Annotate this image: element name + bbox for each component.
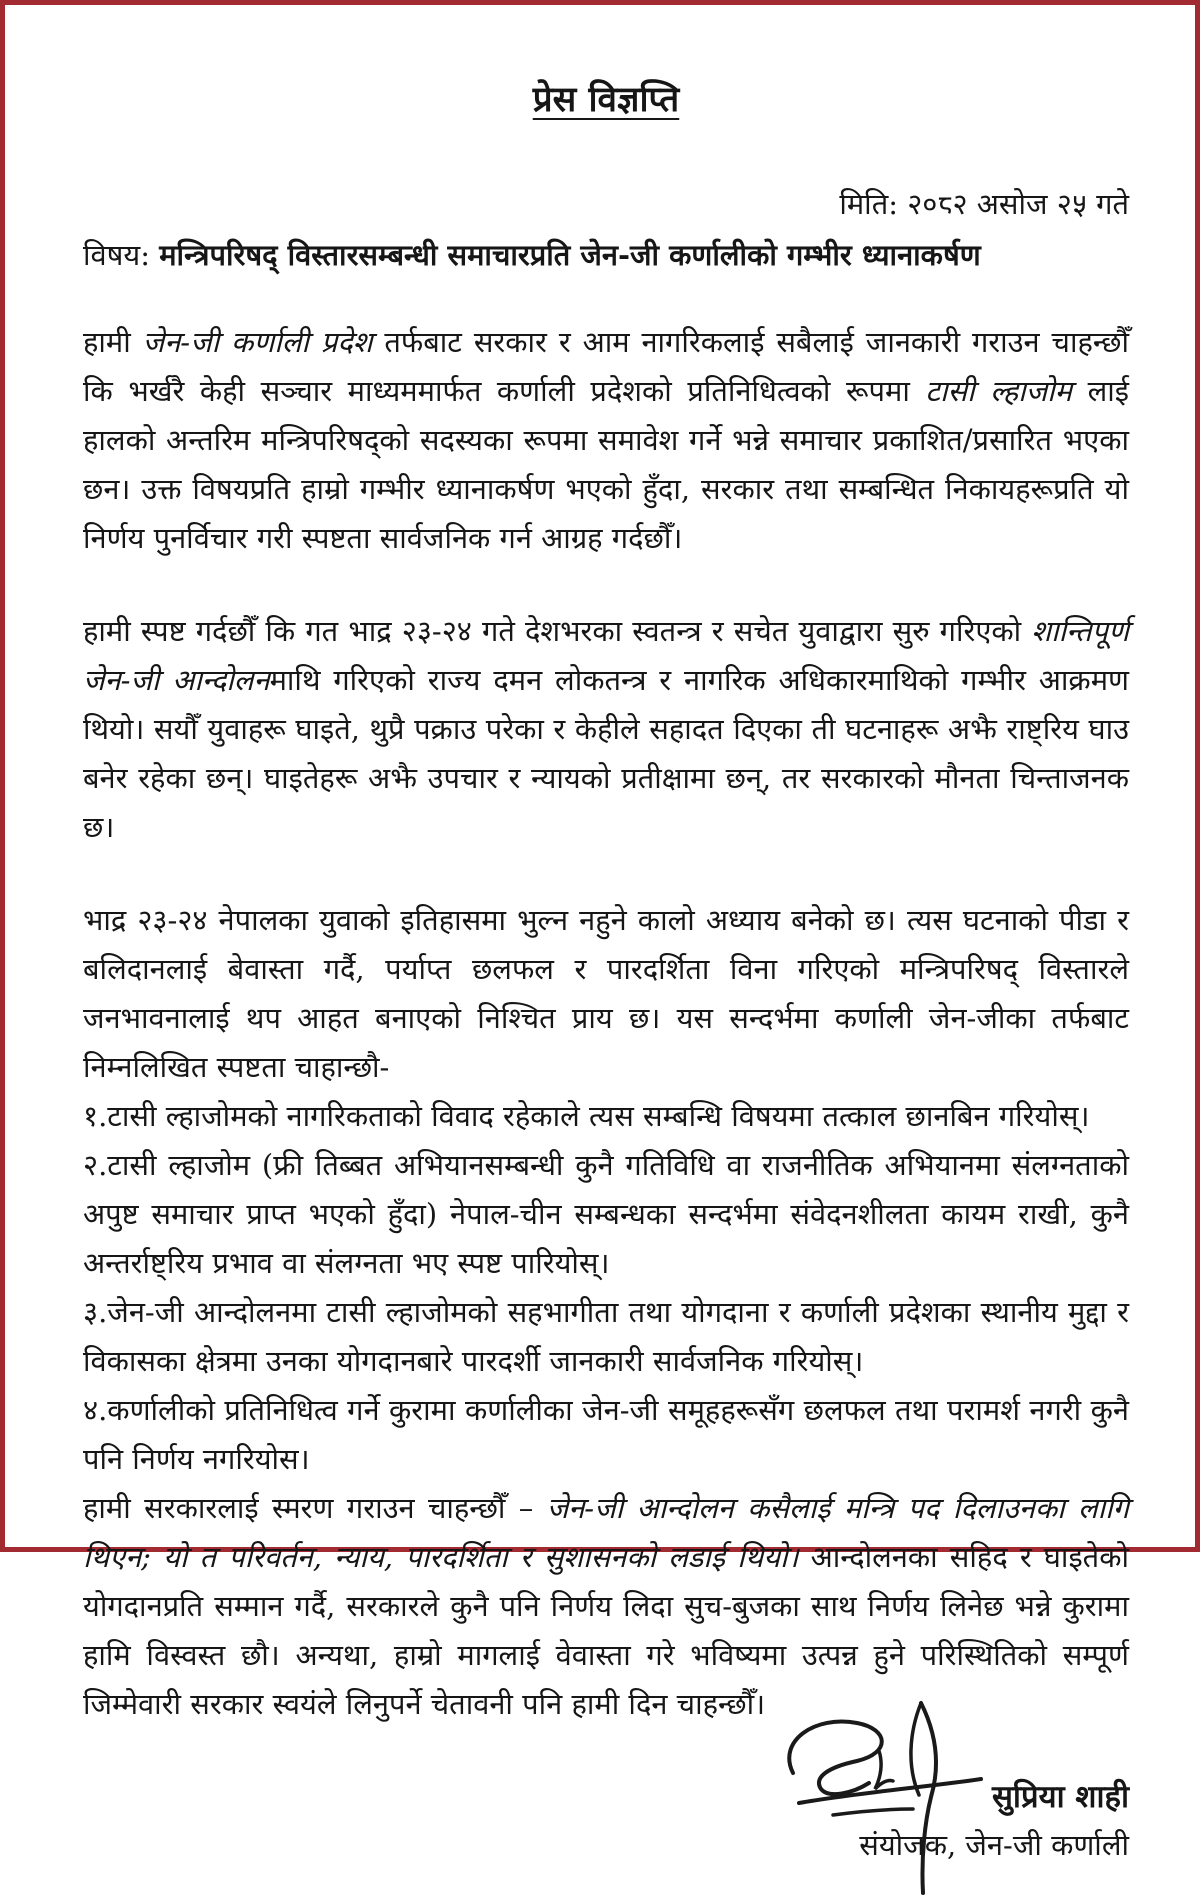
signatory-role: संयोजक, जेन-जी कर्णाली <box>859 1828 1129 1862</box>
emphasized-text: जेन-जी आन्दोलन कसैलाई मन्त्रि पद दिलाउनका लागि थिएन; यो त परिवर्तन, न्याय, पारदर्शिता र सुशासनको लडाई थियो। <box>83 1491 1129 1574</box>
list-item <box>83 1092 1129 1141</box>
paragraph <box>83 607 1129 852</box>
document-body <box>83 318 1129 1729</box>
emphasized-text: शान्तिपूर्ण जेन-जी आन्दोलन <box>83 614 1129 697</box>
body-text: हामी सरकारलाई स्मरण गराउन चाहन्छौँ – <box>83 1491 547 1525</box>
body-text: १.टासी ल्हाजोमको नागरिकताको विवाद रहेकाले त्यस सम्बन्धि विषयमा तत्काल छानबिन गरियोस्। <box>83 1099 1090 1133</box>
paragraph <box>83 318 1129 563</box>
emphasized-text: टासी ल्हाजोम <box>925 374 1088 408</box>
list-item <box>83 1141 1129 1288</box>
body-text: आन्दोलनका सहिद र घाइतेको योगदानप्रति सम्मान गर्दै, सरकारले कुनै पनि निर्णय लिदा सुच-बुजका साथ निर्णय लिनेछ भन्ने कुरामा हामि विस्वस्त छौ। अन्यथा, हाम्रो मागलाई वेवास्ता गरे भविष्यमा उत्पन्न हुने परिस्थितिको सम्पूर्ण जिम्मेवारी सरकार स्वयंले लिनुपर्ने चेतावनी पनि हामी दिन चाहन्छौँ। <box>83 1540 1129 1721</box>
body-text: लाई हालको अन्तरिम मन्त्रिपरिषद्को सदस्यका रूपमा समावेश गर्ने भन्ने समाचार प्रकाशित/प्रसारित भएका छन। उक्त विषयप्रति हाम्रो गम्भीर ध्यानाकर्षण भएको हुँदा, सरकार तथा सम्बन्धित निकायहरूप्रति यो निर्णय पुनर्विचार गरी स्पष्टता सार्वजनिक गर्न आग्रह गर्दछौँ। <box>83 374 1129 555</box>
emphasized-text: जेन-जी कर्णाली प्रदेश <box>142 325 385 359</box>
body-text: ४.कर्णालीको प्रतिनिधित्व गर्ने कुरामा कर्णालीका जेन-जी समूहहरूसँग छलफल तथा परामर्श नगरी कुनै पनि निर्णय नगरियोस। <box>83 1393 1129 1476</box>
document-title: प्रेस विज्ञप्ति <box>532 79 680 120</box>
list-item <box>83 1288 1129 1386</box>
paragraph <box>83 1484 1129 1729</box>
handwritten-signature-icon <box>771 1697 991 1897</box>
press-release-document <box>5 5 1195 1862</box>
signature-block <box>83 1731 1129 1901</box>
date-line: मिति: २०८२ असोज २५ गते <box>839 187 1129 221</box>
body-text: २.टासी ल्हाजोम (फ्री तिब्बत अभियानसम्बन्धी कुनै गतिविधि वा राजनीतिक अभियानमा संलग्नताको अपुष्ट समाचार प्राप्त भएको हुँदा) नेपाल-चीन सम्बन्धका सन्दर्भमा संवेदनशीलता कायम राखी, कुनै अन्तर्राष्ट्रिय प्रभाव वा संलग्नता भए स्पष्ट पारियोस्। <box>83 1148 1129 1280</box>
subject-text: मन्त्रिपरिषद् विस्तारसम्बन्धी समाचारप्रति जेन-जी कर्णालीको गम्भीर ध्यानाकर्षण <box>159 238 981 272</box>
signatory-name: सुप्रिया शाही <box>991 1779 1129 1815</box>
list-item <box>83 1386 1129 1484</box>
body-text: हामी स्पष्ट गर्दछौँ कि गत भाद्र २३-२४ गते देशभरका स्वतन्त्र र सचेत युवाद्वारा सुरु गरिएको <box>83 614 1032 648</box>
subject-label: विषय: <box>83 238 150 272</box>
body-text: माथि गरिएको राज्य दमन लोकतन्त्र र नागरिक अधिकारमाथिको गम्भीर आक्रमण थियो। सयौँ युवाहरू घाइते, थुप्रै पक्राउ परेका र केहीले सहादत दिएका ती घटनाहरू अझै राष्ट्रिय घाउ बनेर रहेका छन्। घाइतेहरू अझै उपचार र न्यायको प्रतीक्षामा छन्, तर सरकारको मौनता चिन्ताजनक छ। <box>83 663 1130 844</box>
body-text: तर्फबाट सरकार र आम नागरिकलाई सबैलाई जानकारी गराउन चाहन्छौँ कि भर्खरै केही सञ्चार माध्यममार्फत कर्णाली प्रदेशको प्रतिनिधित्वको रूपमा <box>83 325 1130 408</box>
body-text: भाद्र २३-२४ नेपालका युवाको इतिहासमा भुल्न नहुने कालो अध्याय बनेको छ। त्यस घटनाको पीडा र बलिदानलाई बेवास्ता गर्दै, पर्याप्त छलफल र पारदर्शिता विना गरिएको मन्त्रिपरिषद् विस्तारले जनभावनालाई थप आहत बनाएको निश्चित प्राय छ। यस सन्दर्भमा कर्णाली जेन-जीका तर्फबाट निम्नलिखित स्पष्टता चाहान्छौ- <box>83 903 1129 1084</box>
body-text: हामी <box>83 325 143 359</box>
paragraph <box>83 896 1129 1092</box>
subject-line <box>83 235 1129 274</box>
body-text: ३.जेन-जी आन्दोलनमा टासी ल्हाजोमको सहभागीता तथा योगदाना र कर्णाली प्रदेशका स्थानीय मुद्दा र विकासका क्षेत्रमा उनका योगदानबारे पारदर्शी जानकारी सार्वजनिक गरियोस्। <box>83 1295 1129 1378</box>
